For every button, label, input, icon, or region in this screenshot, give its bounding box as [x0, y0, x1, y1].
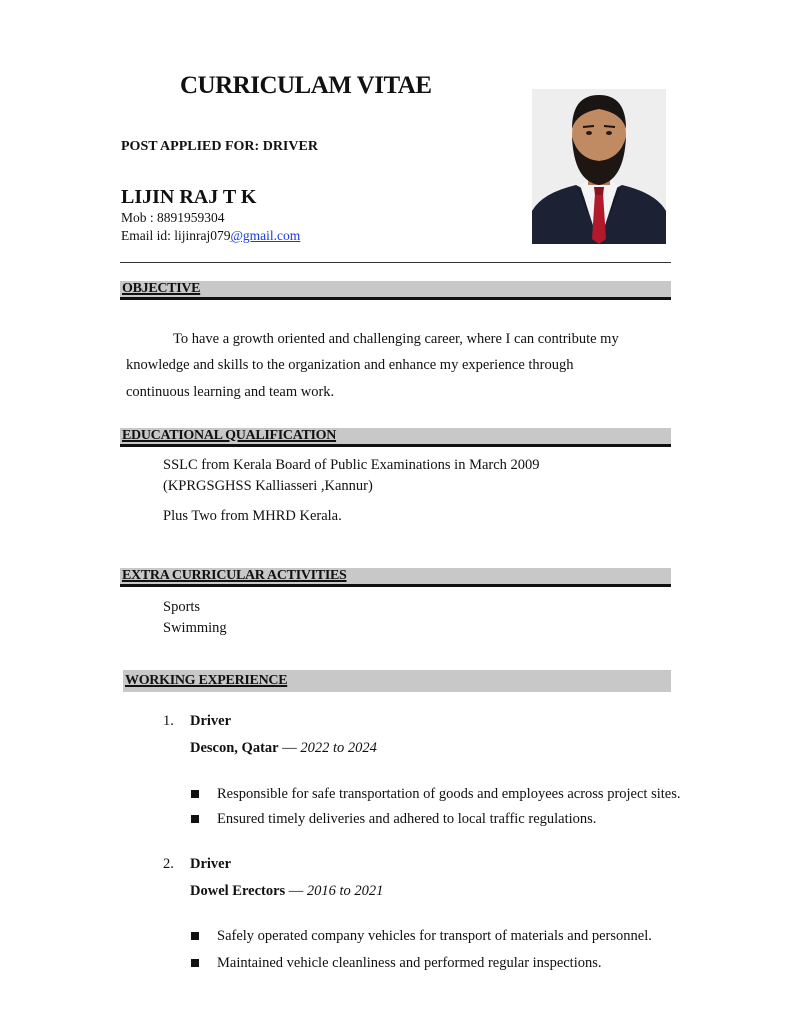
section-education [120, 428, 671, 447]
bullet-square-icon [191, 959, 199, 967]
section-extracurricular [120, 568, 671, 587]
job-separator: — [285, 883, 307, 899]
job-bullet: Safely operated company vehicles for transport of materials and personnel. [217, 928, 652, 944]
mobile-number: Mob : 8891959304 [121, 210, 225, 225]
job-number: 1. [163, 713, 174, 729]
experience-heading: WORKING EXPERIENCE [125, 673, 288, 688]
job-company: Dowel Erectors [190, 883, 286, 899]
objective-line-1: To have a growth oriented and challenging career, where I can contribute my [173, 331, 619, 347]
job-role: Driver [190, 713, 232, 729]
education-heading: EDUCATIONAL QUALIFICATION [122, 428, 337, 443]
document-title: CURRICULAM VITAE [180, 72, 432, 99]
activity-item: Swimming [163, 620, 227, 636]
bullet-square-icon [191, 790, 199, 798]
objective-line-3: continuous learning and team work. [126, 384, 335, 400]
email-line [121, 228, 300, 244]
job-bullet: Ensured timely deliveries and adhered to local traffic regulations. [217, 811, 597, 827]
objective-line-2: knowledge and skills to the organization and enhance my experience through [126, 357, 574, 373]
extracurricular-heading: EXTRA CURRICULAR ACTIVITIES [122, 568, 347, 583]
section-experience [123, 670, 671, 692]
job-period: 2022 to 2024 [300, 740, 377, 756]
job-bullet: Maintained vehicle cleanliness and performed regular inspections. [217, 955, 602, 971]
job-company-line [190, 883, 383, 900]
education-item-1-school: (KPRGSGHSS Kalliasseri ,Kannur) [163, 478, 373, 494]
bullet-square-icon [191, 815, 199, 823]
activity-item: Sports [163, 599, 201, 615]
email-link[interactable]: @gmail.com [230, 228, 301, 243]
objective-heading: OBJECTIVE [122, 281, 201, 296]
header-divider [120, 262, 671, 263]
job-bullet: Responsible for safe transportation of goods and employees across project sites. [217, 786, 681, 802]
job-separator: — [278, 740, 301, 756]
job-company: Descon, Qatar [190, 740, 279, 756]
education-item-1: SSLC from Kerala Board of Public Examinations in March 2009 [163, 457, 540, 473]
post-applied: POST APPLIED FOR: DRIVER [121, 139, 318, 154]
bullet-square-icon [191, 932, 199, 940]
email-prefix: Email id: lijinraj079 [121, 228, 231, 243]
section-objective [120, 281, 671, 300]
education-item-2: Plus Two from MHRD Kerala. [163, 508, 342, 524]
job-company-line [190, 740, 377, 757]
job-number: 2. [163, 856, 174, 872]
candidate-name: LIJIN RAJ T K [121, 186, 257, 208]
job-role: Driver [190, 856, 232, 872]
portrait-image [532, 89, 666, 244]
job-period: 2016 to 2021 [306, 883, 384, 899]
profile-photo [532, 89, 666, 244]
